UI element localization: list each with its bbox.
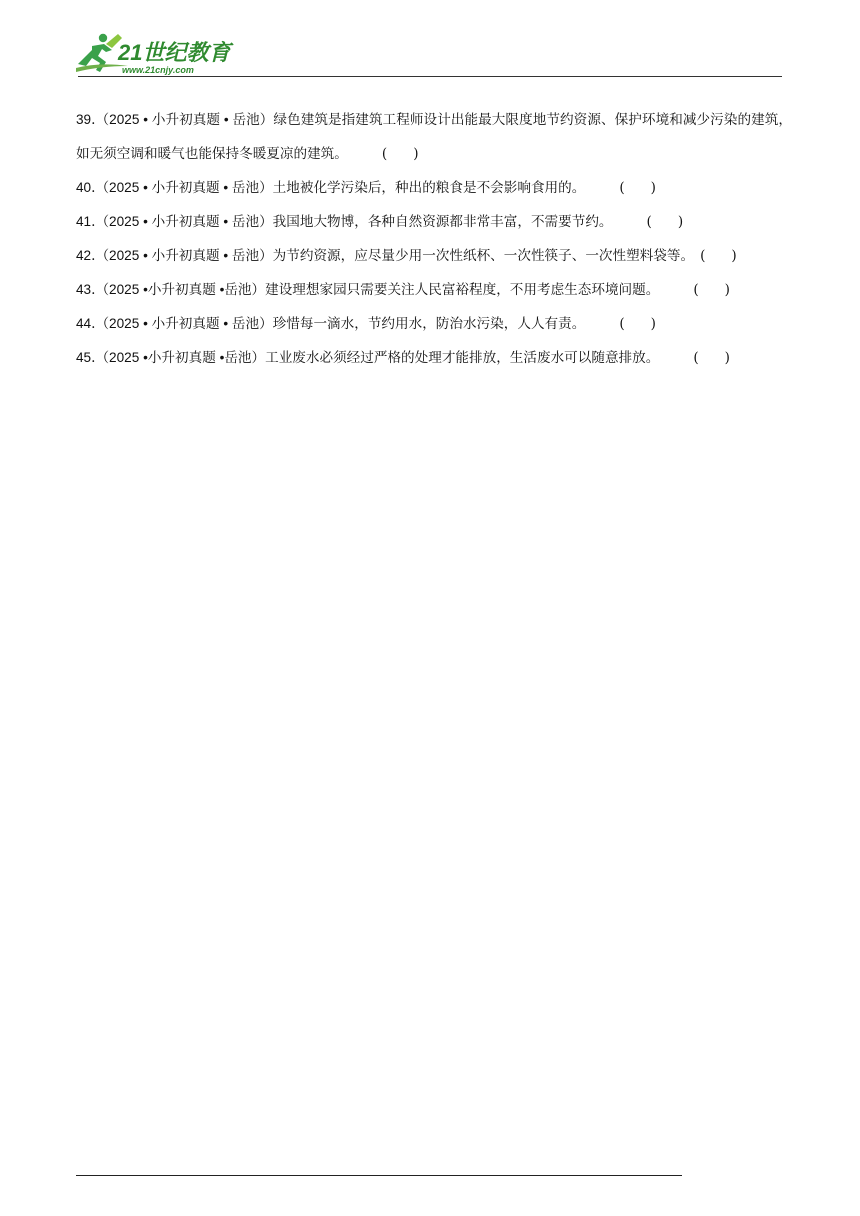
answer-blank[interactable] (693, 273, 730, 307)
header-divider (78, 76, 782, 77)
answer-paren-open: ( (619, 316, 625, 332)
logo-text: 21世纪教育 (118, 40, 231, 65)
answer-paren-open: ( (646, 214, 652, 230)
answer-paren-open: ( (700, 248, 706, 264)
question-text: 绿色建筑是指建筑工程师设计出能最大限度地节约资源、保护环境和减少污染的建筑，如无须空调和暖气也能保持冬暖夏凉的建筑。 (76, 112, 792, 162)
question-list (76, 103, 792, 375)
question-item (76, 171, 792, 205)
question-number-dot: . (91, 248, 96, 264)
question-number: 45 (76, 350, 92, 365)
question-number-dot: . (91, 180, 96, 196)
question-number-dot: . (91, 112, 96, 128)
question-number-dot: . (91, 282, 96, 298)
answer-paren-open: ( (619, 180, 625, 196)
question-text: 珍惜每一滴水，节约用水，防治水污染，人人有责。 (272, 316, 586, 332)
question-text: 工业废水必须经过严格的处理才能排放，生活废水可以随意排放。 (265, 350, 660, 366)
answer-blank[interactable] (647, 205, 684, 239)
question-number-dot: . (91, 214, 96, 230)
answer-paren-close: ) (724, 350, 730, 366)
question-number: 40 (76, 180, 92, 195)
logo-url: www.21cnjy.com (122, 65, 194, 75)
question-source: （2025 • 小升初真题 • 岳池） (95, 214, 273, 229)
question-item (76, 341, 792, 375)
answer-paren-close: ) (724, 282, 730, 298)
answer-paren-open: ( (381, 146, 388, 162)
answer-paren-close: ) (413, 146, 419, 162)
question-item (76, 239, 792, 273)
answer-paren-close: ) (650, 180, 656, 196)
answer-blank[interactable] (619, 171, 656, 205)
question-number: 39 (76, 112, 92, 127)
question-number: 41 (76, 214, 92, 229)
question-number: 43 (76, 282, 92, 297)
question-text: 建设理想家园只需要关注人民富裕程度，不用考虑生态环境问题。 (265, 282, 660, 298)
logo-21cnjy (70, 28, 240, 78)
question-text: 我国地大物博，各种自然资源都非常丰富，不需要节约。 (272, 214, 613, 230)
footer-divider (76, 1175, 682, 1176)
question-source: （2025 • 小升初真题 • 岳池） (95, 316, 273, 331)
answer-blank[interactable] (619, 307, 656, 341)
question-source: （2025 • 小升初真题 • 岳池） (95, 248, 273, 263)
question-text: 土地被化学污染后，种出的粮食是不会影响食用的。 (272, 180, 586, 196)
question-source: （2025 • 小升初真题 • 岳池） (95, 180, 273, 195)
question-text: 为节约资源，应尽量少用一次性纸杯、一次性筷子、一次性塑料袋等。 (272, 248, 695, 264)
answer-paren-close: ) (650, 316, 656, 332)
answer-paren-open: ( (693, 282, 699, 298)
question-source: （2025 •小升初真题 •岳池） (95, 282, 266, 297)
question-item (76, 205, 792, 239)
question-source: （2025 • 小升初真题 • 岳池） (95, 112, 274, 127)
answer-paren-close: ) (677, 214, 684, 230)
question-number: 44 (76, 316, 92, 331)
answer-paren-open: ( (693, 350, 699, 366)
question-number: 42 (76, 248, 92, 263)
page-header (70, 28, 782, 78)
question-number-dot: . (91, 316, 96, 332)
answer-blank[interactable] (693, 341, 730, 375)
answer-blank[interactable] (700, 239, 737, 273)
question-source: （2025 •小升初真题 •岳池） (95, 350, 266, 365)
question-item (76, 273, 792, 307)
question-number-dot: . (91, 350, 96, 366)
question-item (76, 307, 792, 341)
answer-blank[interactable] (382, 137, 419, 171)
answer-paren-close: ) (731, 248, 737, 264)
question-item (76, 103, 792, 171)
